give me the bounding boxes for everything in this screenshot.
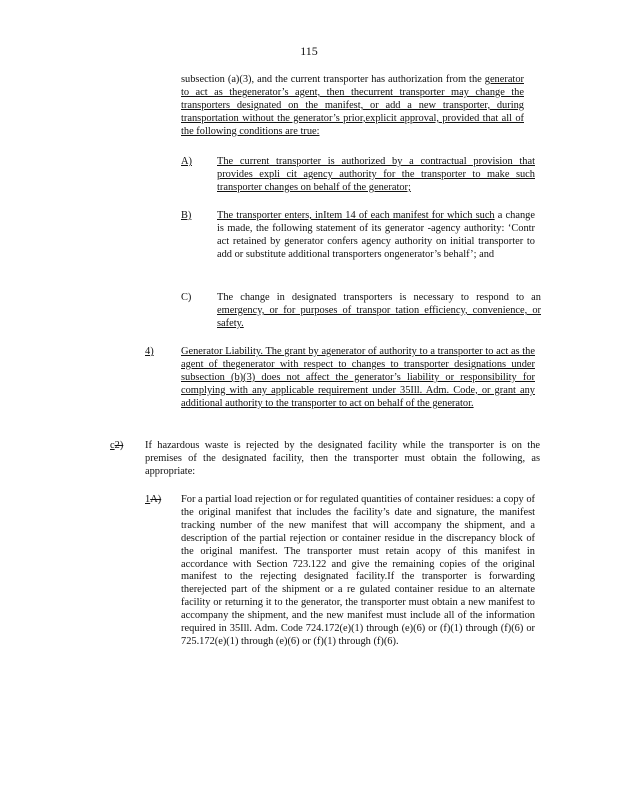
intro-underlined-text: generator to act as thegenerator’s agent, then thecurrent transporter may change the transporters designated on the manifest, or add a new transporter, during transportation without the generator’s prior,explicit approval, provided that all of the following conditions are true:	[181, 74, 524, 137]
item-b-label: B)	[181, 210, 192, 221]
item-4-label: 4)	[145, 346, 154, 357]
page-number: 115	[300, 44, 318, 58]
item-c-plain-text: The change in designated transporters is necessary to respond to an	[217, 292, 541, 303]
intro-paragraph	[181, 74, 524, 139]
para-c-label	[110, 440, 123, 453]
para-c-label-old: 2)	[114, 440, 124, 451]
item-c-text	[217, 292, 541, 331]
item-a-label: A)	[181, 156, 192, 167]
para-c-text: If hazardous waste is rejected by the designated facility while the transporter is on the premises of the designated facility, then the transporter must obtain the following, as appropriate:	[145, 440, 540, 477]
item-b-underlined-text: The transporter enters, inItem 14 of each manifest for which such	[217, 210, 495, 221]
item-b-text	[217, 210, 535, 262]
sub-1-text: For a partial load rejection or for regulated quantities of container residues: a copy of the original manifest that includes the facility’s date and signature, the manifest tracking number of the new manifest that will accompany the shipment, and a description of the partial rejection or container residue in the discrepancy block of the original manifest. The transporter must retain acopy of this manifest in accordance with Section 723.122 and give the remaining copies of the original manifest to the rejecting designated facility.If the transporter is forwarding therejected part of the shipment or a re gulated container residue to an alternate facility or returning it to the generator, the transporter must obtain a new manifest to accompany the shipment, and the new manifest must include all of the information required in 35Ill. Adm. Code 724.172(e)(1) through (e)(6) or (f)(1) through (f)(6) or 725.172(e)(1) through (e)(6) or (f)(1) through (f)(6).	[181, 494, 535, 647]
sub-1-label-new: 1	[145, 494, 151, 505]
item-a-text: The current transporter is authorized by a contractual provision that provides expli cit agency authority for the transporter to make such transporter changes on behalf of the generator;	[217, 156, 535, 193]
sub-1-label	[145, 494, 161, 507]
sub-1-label-old: A)	[150, 494, 162, 505]
item-c-underlined-text: emergency, or for purposes of transpor tation efficiency, convenience, or safety.	[217, 304, 541, 329]
item-c-label: C)	[181, 292, 192, 303]
item-b-plain-text: a change is made, the following statement of its generator -agency authority: ‘Contr act retained by generator confers agency authority on initial transporter to add or substitute additional transporters ongenerator’s behalf’; and	[217, 210, 535, 260]
intro-plain-text: subsection (a)(3), and the current transporter has authorization from the	[181, 74, 482, 85]
para-c-label-new: c	[110, 440, 115, 451]
item-4-text: Generator Liability. The grant by agenerator of authority to a transporter to act as the agent of thegenerator with respect to changes to transporter designations under subsection (b)(3) does not affect the generator’s liability or responsibility for complying with any applicable requirement under 35Ill. Adm. Code, or grant any additional authority to the transporter to act on behalf of the generator.	[181, 346, 535, 409]
